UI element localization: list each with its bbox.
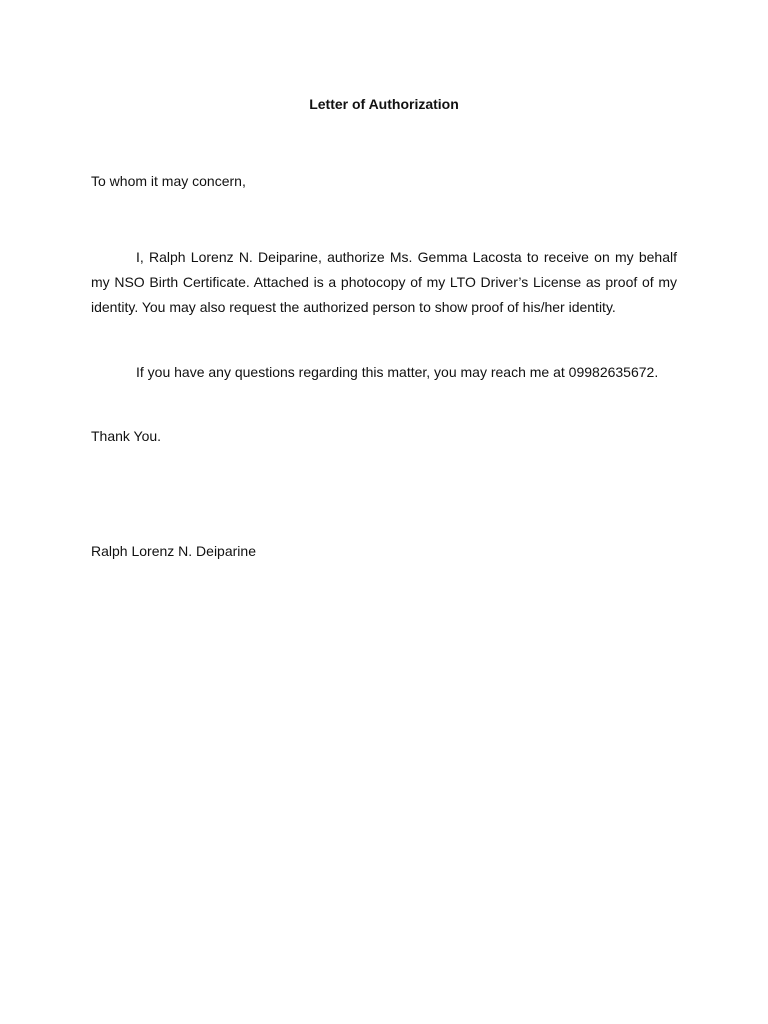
letter-title: Letter of Authorization [309,96,459,112]
closing: Thank You. [91,428,162,444]
body-paragraph-contact: If you have any questions regarding this matter, you may reach me at 09982635672. [136,364,659,380]
signature-name: Ralph Lorenz N. Deiparine [91,543,256,559]
body-paragraph-authorization: I, Ralph Lorenz N. Deiparine, authorize Ms. Gemma Lacosta to receive on my behalf my NSO Birth Certificate. Attached is a photocopy of my LTO Driver’s License as proof of my identity. You may also request the authorized person to show proof of his/her identity. [91,249,677,315]
salutation: To whom it may concern, [91,173,246,189]
